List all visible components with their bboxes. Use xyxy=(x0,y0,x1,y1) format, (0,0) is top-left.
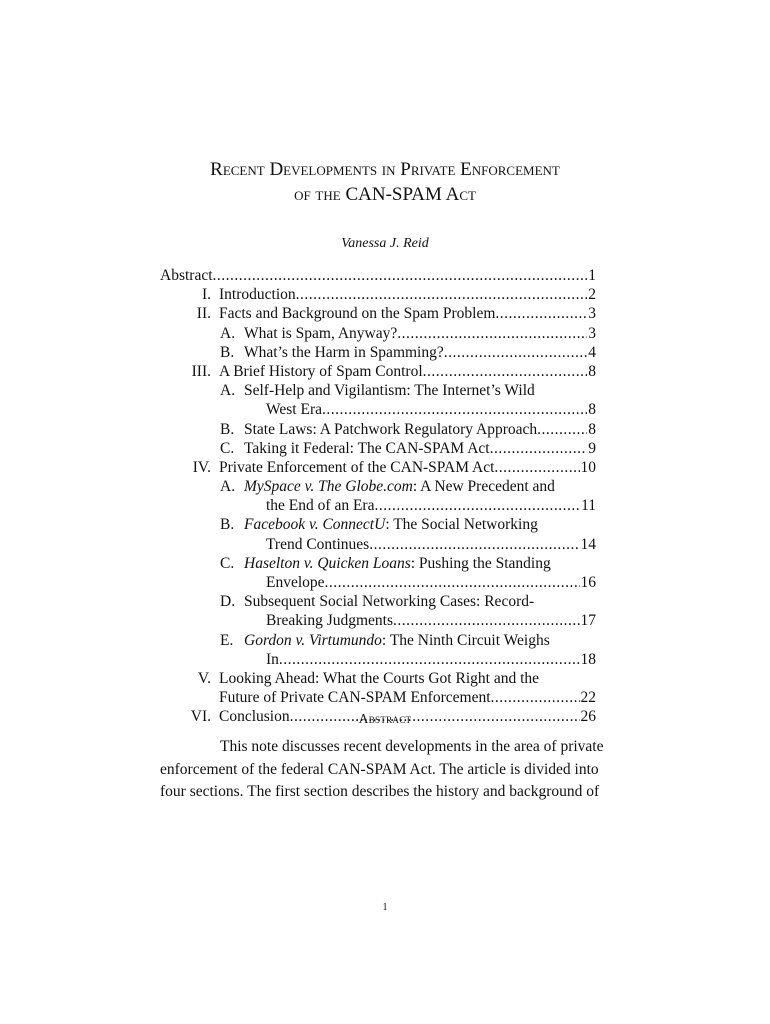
toc-entry-number: A. xyxy=(220,324,236,342)
toc-entry-title: : The Social Networking xyxy=(385,516,538,534)
toc-entry-number: VI. xyxy=(190,708,211,726)
toc-entry-text-container xyxy=(266,535,596,554)
toc-entry-case-name: Facebook v. ConnectU xyxy=(244,516,386,534)
dot-leader xyxy=(491,688,580,707)
toc-entry-title: Private Enforcement of the CAN-SPAM Act xyxy=(219,458,495,476)
toc-entry-title: Taking it Federal: The CAN-SPAM Act xyxy=(244,439,490,457)
table-of-contents xyxy=(160,266,596,727)
abstract-body xyxy=(160,736,604,804)
toc-entry xyxy=(160,554,596,573)
toc-entry-title: Envelope xyxy=(266,574,325,591)
toc-entry-text-container xyxy=(219,688,596,707)
toc-entry-page: 8 xyxy=(588,362,596,380)
toc-entry-title: : Pushing the Standing xyxy=(410,554,551,572)
toc-entry xyxy=(160,592,596,611)
dot-leader xyxy=(490,439,588,458)
toc-entry-text-container xyxy=(244,343,596,362)
dot-leader xyxy=(322,400,587,419)
toc-entry-continuation xyxy=(160,688,596,707)
toc-entry-text-container xyxy=(244,439,596,458)
toc-entry-page: 3 xyxy=(588,324,596,342)
toc-entry-number: IV. xyxy=(192,458,211,476)
toc-entry-number: B. xyxy=(220,420,235,438)
toc-entry-continuation xyxy=(160,650,596,669)
toc-entry-number: III. xyxy=(191,362,211,380)
toc-entry-number: I. xyxy=(201,286,211,304)
toc-entry-text-container xyxy=(160,266,596,285)
toc-entry-text-container xyxy=(266,496,596,515)
toc-entry-title: : The Ninth Circuit Weighs xyxy=(381,631,550,649)
paper-title-line-1: Recent Developments in Private Enforcement xyxy=(210,159,560,180)
toc-entry xyxy=(160,458,596,477)
toc-entry-number: A. xyxy=(220,382,236,400)
toc-entry-title: Subsequent Social Networking Cases: Record- xyxy=(244,593,535,611)
toc-entry-title: A Brief History of Spam Control xyxy=(219,362,423,380)
toc-entry-page: 11 xyxy=(581,497,596,515)
toc-entry-continuation xyxy=(160,573,596,592)
dot-leader xyxy=(393,611,580,630)
toc-entry xyxy=(160,304,596,323)
toc-entry-page: 22 xyxy=(580,689,596,707)
toc-entry-text-container xyxy=(244,324,596,343)
toc-entry-text-container xyxy=(244,381,596,400)
toc-entry-number: A. xyxy=(220,478,236,496)
dot-leader xyxy=(537,420,587,439)
toc-entry-page: 8 xyxy=(588,401,596,419)
toc-entry-page: 4 xyxy=(588,343,596,361)
toc-entry-page: 9 xyxy=(588,439,596,457)
toc-entry-title: Self-Help and Vigilantism: The Internet’s Wild xyxy=(244,382,535,400)
toc-entry xyxy=(160,343,596,362)
toc-entry xyxy=(160,669,596,688)
toc-entry xyxy=(160,324,596,343)
toc-entry-continuation xyxy=(160,496,596,515)
toc-entry-number: D. xyxy=(220,593,236,611)
dot-leader xyxy=(423,362,588,381)
toc-entry xyxy=(160,420,596,439)
toc-entry-case-name: Haselton v. Quicken Loans xyxy=(244,554,411,572)
toc-entry-page: 2 xyxy=(588,286,596,304)
toc-entry-title: Breaking Judgments xyxy=(266,612,393,630)
toc-entry-number: C. xyxy=(220,554,235,572)
toc-entry-continuation xyxy=(160,400,596,419)
toc-entry-title: the End of an Era xyxy=(266,497,375,515)
toc-entry-page: 18 xyxy=(580,650,596,668)
toc-entry-text-container xyxy=(266,573,596,592)
toc-entry xyxy=(160,439,596,458)
toc-entry-title: Conclusion xyxy=(219,708,290,726)
toc-entry-page: 3 xyxy=(588,305,596,323)
toc-entry-text-container xyxy=(266,400,596,419)
toc-entry-title: State Laws: A Patchwork Regulatory Approach xyxy=(244,420,538,438)
dot-leader xyxy=(296,285,588,304)
toc-entry-continuation xyxy=(160,535,596,554)
toc-entry-number: C. xyxy=(220,439,235,457)
dot-leader xyxy=(397,324,587,343)
toc-entry-page: 8 xyxy=(588,420,596,438)
toc-entry xyxy=(160,285,596,304)
toc-entry-page: 10 xyxy=(580,458,596,476)
toc-entry xyxy=(160,631,596,650)
toc-entry-text-container xyxy=(219,362,596,381)
toc-entry-text-container xyxy=(244,554,596,573)
abstract-heading: Abstract xyxy=(358,711,412,726)
toc-entry-text-container xyxy=(219,304,596,323)
dot-leader xyxy=(495,304,587,323)
dot-leader xyxy=(325,573,580,592)
toc-entry-text-container xyxy=(219,285,596,304)
toc-entry-text-container xyxy=(219,458,596,477)
toc-entry-text-container xyxy=(266,650,596,669)
dot-leader xyxy=(279,650,580,669)
toc-entry-page: 16 xyxy=(580,574,596,591)
toc-entry xyxy=(160,266,596,285)
toc-entry-title: What’s the Harm in Spamming? xyxy=(244,343,444,361)
dot-leader xyxy=(374,496,580,515)
abstract-line: enforcement of the federal CAN-SPAM Act. The article is divided into xyxy=(160,760,599,778)
toc-entry-continuation xyxy=(160,611,596,630)
author-name: Vanessa J. Reid xyxy=(341,236,429,251)
toc-entry-number: B. xyxy=(220,516,235,534)
abstract-line: four sections. The first section describes the history and background of xyxy=(160,783,600,800)
toc-entry-text-container xyxy=(244,631,596,650)
toc-entry-text-container xyxy=(244,592,596,611)
page-number: 1 xyxy=(382,902,388,913)
toc-entry xyxy=(160,477,596,496)
toc-entry-page: 1 xyxy=(588,267,596,284)
toc-entry-title: Future of Private CAN-SPAM Enforcement xyxy=(219,689,491,707)
toc-entry-text-container xyxy=(244,477,596,496)
toc-entry-title: : A New Precedent and xyxy=(412,478,555,496)
abstract-line: This note discusses recent developments in the area of private xyxy=(220,738,604,755)
toc-entry-number: E. xyxy=(220,631,234,649)
toc-entry-text-container xyxy=(219,669,596,688)
toc-entry-title: Introduction xyxy=(219,286,296,304)
paper-title-line-2: of the CAN-SPAM Act xyxy=(294,184,476,205)
toc-entry-title: Trend Continues xyxy=(266,535,370,553)
toc-entry-title: Looking Ahead: What the Courts Got Right and the xyxy=(219,669,540,687)
toc-entry-title: Facts and Background on the Spam Problem xyxy=(219,305,496,323)
toc-entry-title: In xyxy=(266,650,279,668)
toc-entry-page: 26 xyxy=(580,708,596,726)
dot-leader xyxy=(494,458,579,477)
toc-entry xyxy=(160,515,596,534)
toc-entry-text-container xyxy=(244,420,596,439)
toc-entry-page: 17 xyxy=(580,612,596,630)
dot-leader xyxy=(444,343,588,362)
toc-entry-text-container xyxy=(244,515,596,534)
toc-entry-title: West Era xyxy=(266,401,322,419)
toc-entry-number: B. xyxy=(220,343,235,361)
toc-entry-case-name: MySpace v. The Globe.com xyxy=(244,478,413,496)
dot-leader xyxy=(369,535,579,554)
toc-entry-number: II. xyxy=(196,305,211,323)
toc-entry-case-name: Gordon v. Virtumundo xyxy=(244,631,382,649)
toc-entry-text-container xyxy=(266,611,596,630)
dot-leader xyxy=(213,266,588,285)
toc-entry xyxy=(160,381,596,400)
toc-entry xyxy=(160,362,596,381)
toc-entry-page: 14 xyxy=(580,535,596,553)
toc-entry-title: What is Spam, Anyway? xyxy=(244,324,398,342)
toc-entry-number: V. xyxy=(197,669,211,687)
toc-entry-title: Abstract xyxy=(160,267,213,284)
